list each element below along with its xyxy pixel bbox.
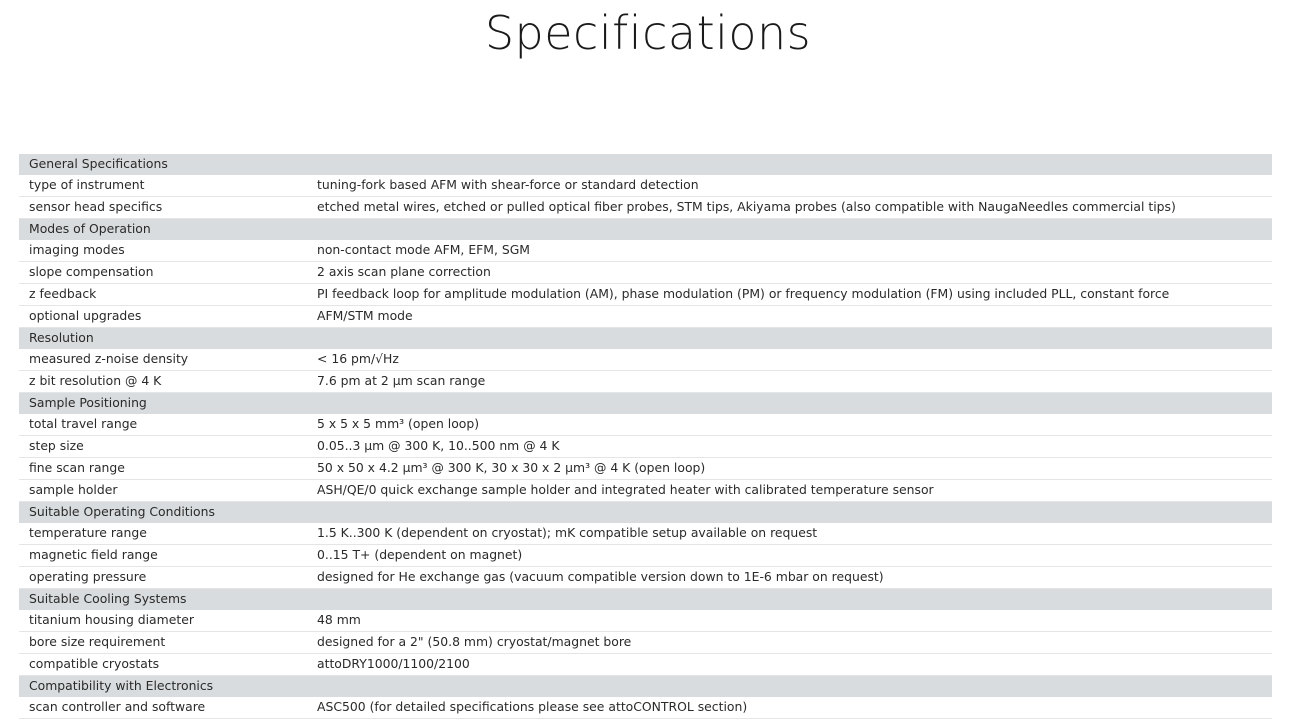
spec-row — [19, 697, 1272, 719]
spec-label: type of instrument — [19, 175, 307, 197]
spec-row — [19, 567, 1272, 589]
spec-row — [19, 610, 1272, 632]
spec-label: scan controller and software — [19, 697, 307, 719]
spec-label: compatible cryostats — [19, 654, 307, 676]
spec-value: PI feedback loop for amplitude modulation (AM), phase modulation (PM) or frequency modulation (FM) using included PLL, constant force — [307, 284, 1272, 306]
spec-value: non-contact mode AFM, EFM, SGM — [307, 240, 1272, 262]
section-header-row — [19, 676, 1272, 698]
section-header-row — [19, 502, 1272, 524]
spec-label: imaging modes — [19, 240, 307, 262]
spec-label: z feedback — [19, 284, 307, 306]
section-title: Suitable Cooling Systems — [19, 589, 1272, 611]
spec-label: sensor head specifics — [19, 197, 307, 219]
spec-value: tuning-fork based AFM with shear-force or standard detection — [307, 175, 1272, 197]
spec-row — [19, 480, 1272, 502]
spec-row — [19, 175, 1272, 197]
section-title: Resolution — [19, 328, 1272, 350]
spec-label: z bit resolution @ 4 K — [19, 371, 307, 393]
spec-row — [19, 654, 1272, 676]
section-title: Modes of Operation — [19, 219, 1272, 241]
spec-row — [19, 545, 1272, 567]
spec-value: < 16 pm/√Hz — [307, 349, 1272, 371]
spec-value: etched metal wires, etched or pulled optical fiber probes, STM tips, Akiyama probes (also compatible with NaugaNeedles commercial tips) — [307, 197, 1272, 219]
spec-label: sample holder — [19, 480, 307, 502]
spec-value: designed for a 2" (50.8 mm) cryostat/magnet bore — [307, 632, 1272, 654]
spec-value: ASH/QE/0 quick exchange sample holder and integrated heater with calibrated temperature sensor — [307, 480, 1272, 502]
section-header-row — [19, 393, 1272, 415]
spec-row — [19, 284, 1272, 306]
specifications-table — [19, 154, 1272, 719]
spec-value: ASC500 (for detailed specifications please see attoCONTROL section) — [307, 697, 1272, 719]
spec-value: 2 axis scan plane correction — [307, 262, 1272, 284]
spec-label: magnetic field range — [19, 545, 307, 567]
spec-value: attoDRY1000/1100/2100 — [307, 654, 1272, 676]
spec-label: operating pressure — [19, 567, 307, 589]
section-title: General Specifications — [19, 154, 1272, 175]
section-header-row — [19, 328, 1272, 350]
specifications-table-body — [19, 154, 1272, 719]
spec-value: 48 mm — [307, 610, 1272, 632]
spec-label: step size — [19, 436, 307, 458]
spec-value: 1.5 K..300 K (dependent on cryostat); mK compatible setup available on request — [307, 523, 1272, 545]
spec-row — [19, 240, 1272, 262]
spec-value: 7.6 pm at 2 µm scan range — [307, 371, 1272, 393]
spec-row — [19, 262, 1272, 284]
spec-value: designed for He exchange gas (vacuum compatible version down to 1E-6 mbar on request) — [307, 567, 1272, 589]
spec-value: 5 x 5 x 5 mm³ (open loop) — [307, 414, 1272, 436]
spec-row — [19, 458, 1272, 480]
spec-row — [19, 371, 1272, 393]
spec-value: 50 x 50 x 4.2 µm³ @ 300 K, 30 x 30 x 2 µm³ @ 4 K (open loop) — [307, 458, 1272, 480]
section-title: Suitable Operating Conditions — [19, 502, 1272, 524]
section-header-row — [19, 589, 1272, 611]
spec-row — [19, 523, 1272, 545]
page-title: Specifications — [484, 6, 812, 60]
section-title: Compatibility with Electronics — [19, 676, 1272, 698]
spec-label: total travel range — [19, 414, 307, 436]
spec-row — [19, 349, 1272, 371]
spec-label: temperature range — [19, 523, 307, 545]
section-header-row — [19, 219, 1272, 241]
spec-label: bore size requirement — [19, 632, 307, 654]
spec-row — [19, 436, 1272, 458]
spec-label: titanium housing diameter — [19, 610, 307, 632]
section-title: Sample Positioning — [19, 393, 1272, 415]
spec-row — [19, 197, 1272, 219]
spec-label: measured z-noise density — [19, 349, 307, 371]
spec-value: AFM/STM mode — [307, 306, 1272, 328]
spec-value: 0.05..3 µm @ 300 K, 10..500 nm @ 4 K — [307, 436, 1272, 458]
spec-row — [19, 414, 1272, 436]
spec-label: slope compensation — [19, 262, 307, 284]
spec-label: optional upgrades — [19, 306, 307, 328]
spec-row — [19, 306, 1272, 328]
spec-row — [19, 632, 1272, 654]
spec-value: 0..15 T+ (dependent on magnet) — [307, 545, 1272, 567]
section-header-row — [19, 154, 1272, 175]
spec-label: fine scan range — [19, 458, 307, 480]
